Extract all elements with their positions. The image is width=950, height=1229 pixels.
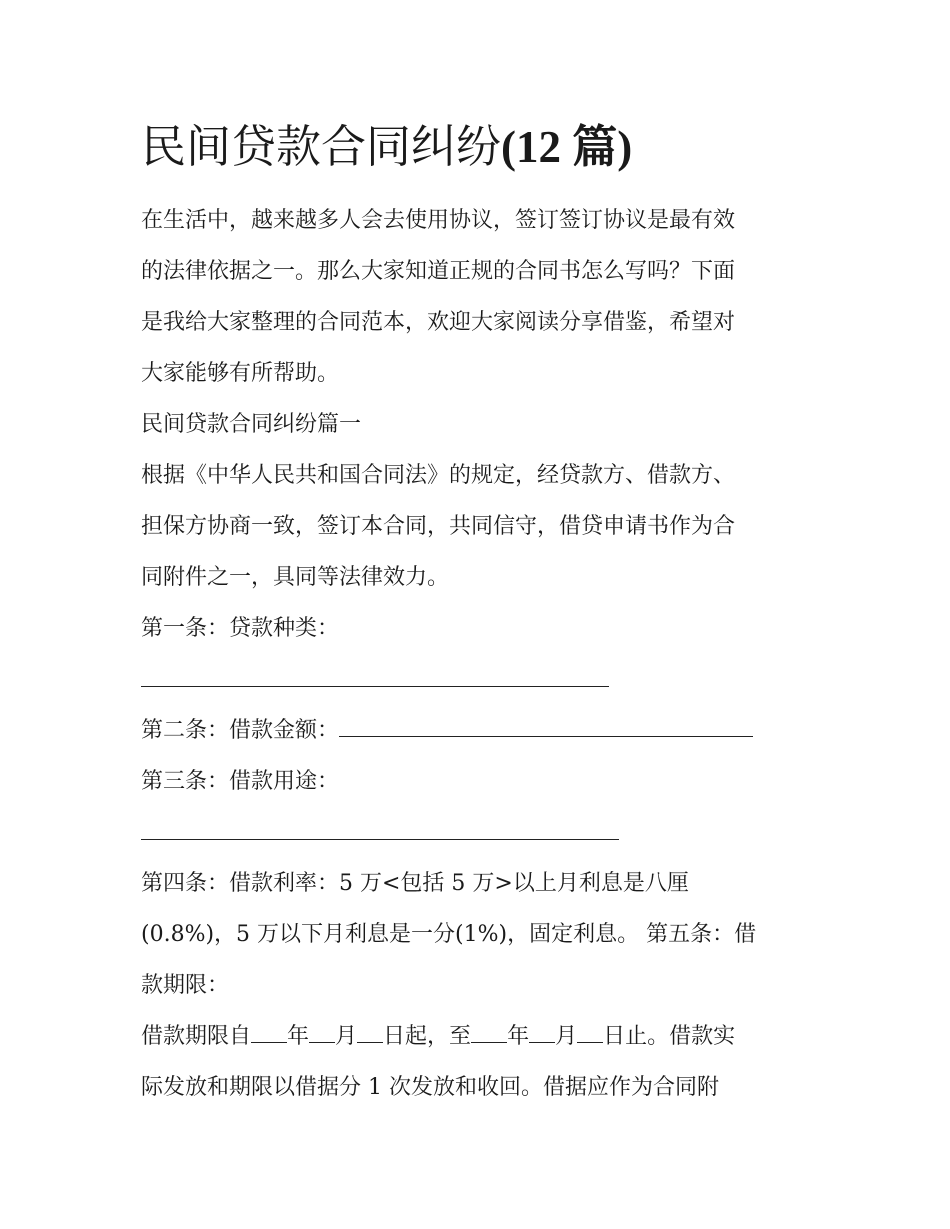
day-blank: [577, 1041, 603, 1043]
article-5-line: 款期限：: [141, 973, 230, 998]
term-line: [141, 1011, 813, 1062]
article-1-blank: [141, 654, 813, 705]
term-text: 日止。借款实: [603, 1024, 736, 1049]
document-title: [141, 116, 632, 178]
term-text: 日起，至: [383, 1024, 472, 1049]
preamble-line: 担保方协商一致，签订本合同，共同信守，借贷申请书作为合: [141, 514, 736, 539]
article-1-label: 第一条：贷款种类：: [141, 616, 340, 641]
term-text: 年: [287, 1024, 310, 1049]
article-3-blank: [141, 807, 813, 858]
intro-line: 在生活中，越来越多人会去使用协议，签订签订协议是最有效: [141, 208, 736, 233]
term-line: 际发放和期限以借据分 1 次发放和收回。借据应作为合同附: [141, 1075, 719, 1100]
term-text: 月: [335, 1024, 358, 1049]
year-blank: [471, 1041, 507, 1043]
month-blank: [529, 1041, 555, 1043]
fill-in-rule: [141, 686, 609, 687]
article-4-line: (0.8%)，5 万以下月利息是一分(1%)，固定利息。 第五条：借: [141, 922, 757, 947]
fill-in-rule: [141, 839, 619, 840]
title-count: (12 篇): [501, 122, 633, 172]
article-3-label: 第三条：借款用途：: [141, 769, 340, 794]
term-text: 月: [555, 1024, 578, 1049]
title-text: 民间贷款合同纠纷: [141, 120, 502, 173]
intro-line: 的法律依据之一。那么大家知道正规的合同书怎么写吗？下面: [141, 259, 736, 284]
article-2-line: [141, 705, 813, 756]
month-blank: [309, 1041, 335, 1043]
fill-in-rule: [339, 735, 753, 737]
article-2-label: 第二条：借款金额：: [141, 718, 340, 743]
preamble-line: 根据《中华人民共和国合同法》的规定，经贷款方、借款方、: [141, 463, 736, 488]
document-body: [141, 195, 813, 1113]
day-blank: [357, 1041, 383, 1043]
preamble-line: 同附件之一，具同等法律效力。: [141, 565, 450, 590]
section-heading: 民间贷款合同纠纷篇一: [141, 412, 362, 437]
intro-line: 是我给大家整理的合同范本，欢迎大家阅读分享借鉴，希望对: [141, 310, 736, 335]
term-text: 年: [507, 1024, 530, 1049]
article-4-line: 第四条：借款利率：5 万<包括 5 万>以上月利息是八厘: [141, 871, 689, 896]
year-blank: [251, 1041, 287, 1043]
term-text: 借款期限自: [141, 1024, 252, 1049]
intro-line: 大家能够有所帮助。: [141, 361, 340, 386]
